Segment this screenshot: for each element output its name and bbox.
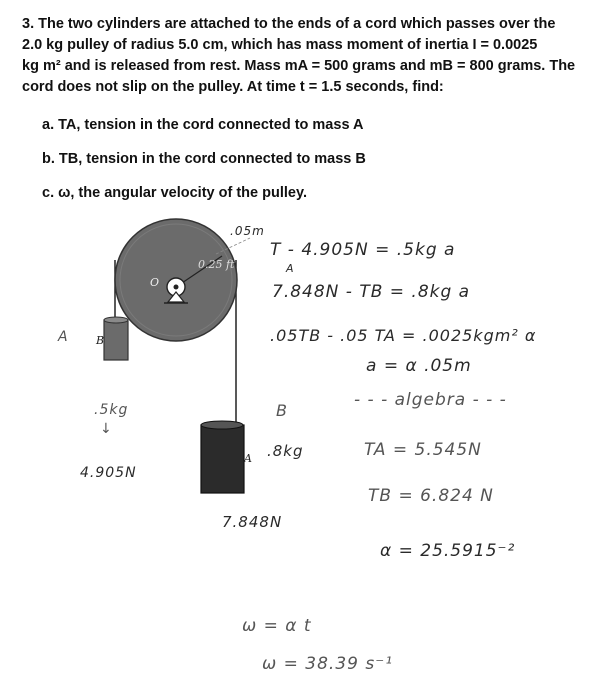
equation-3: .05TB - .05 TA = .0025kgm² α (270, 326, 537, 345)
tension-a-result: TA = 5.545N (364, 440, 482, 460)
problem-line-4: cord does not slip on the pulley. At time t = 1.5 seconds, find: (22, 79, 444, 95)
tension-b-result: TB = 6.824 N (368, 486, 494, 506)
alpha-result: α = 25.5915⁻² (380, 541, 516, 561)
omega-equation: ω = α t (242, 616, 312, 636)
mass-b-handwritten-label: B (276, 401, 288, 420)
equation-1: T - 4.905N = .5kg a (270, 240, 456, 260)
mass-b-kg: .8kg (267, 442, 304, 460)
omega-result: ω = 38.39 s⁻¹ (262, 654, 394, 674)
part-b: b. TB, tension in the cord connected to mass B (42, 151, 366, 167)
pulley-label: 0.25 ft (198, 258, 235, 271)
mass-a-left-label: A (58, 329, 69, 345)
part-a: a. TA, tension in the cord connected to mass A (42, 117, 364, 133)
mass-b-cylinder (104, 320, 128, 360)
radius-note: .05m (230, 224, 265, 238)
problem-line-2: 2.0 kg pulley of radius 5.0 cm, which has mass moment of inertia I = 0.0025 (22, 37, 538, 53)
pulley-center-label: O (150, 276, 160, 289)
mass-a-down-arrow: ↓ (100, 421, 113, 437)
problem-line-3: kg m² and is released from rest. Mass mA = 500 grams and mB = 800 grams. The (22, 58, 576, 74)
mass-a-kg: .5kg (94, 402, 129, 418)
equation-4: a = α .05m (366, 356, 472, 376)
mass-b-weight: 7.848N (222, 513, 283, 531)
mass-a-figure-label: A (244, 452, 252, 465)
mass-a-cylinder (201, 425, 244, 493)
equation-2: 7.848N - TB = .8kg a (272, 282, 471, 302)
mass-a-weight: 4.905N (80, 465, 137, 481)
algebra-note: - - - algebra - - - (354, 390, 507, 410)
problem-line-1: 3. The two cylinders are attached to the ends of a cord which passes over the (22, 16, 556, 32)
mass-b-figure-label: B (96, 334, 105, 347)
equation-1-subscript: A (286, 262, 295, 275)
part-c: c. ω, the angular velocity of the pulley. (42, 185, 307, 201)
